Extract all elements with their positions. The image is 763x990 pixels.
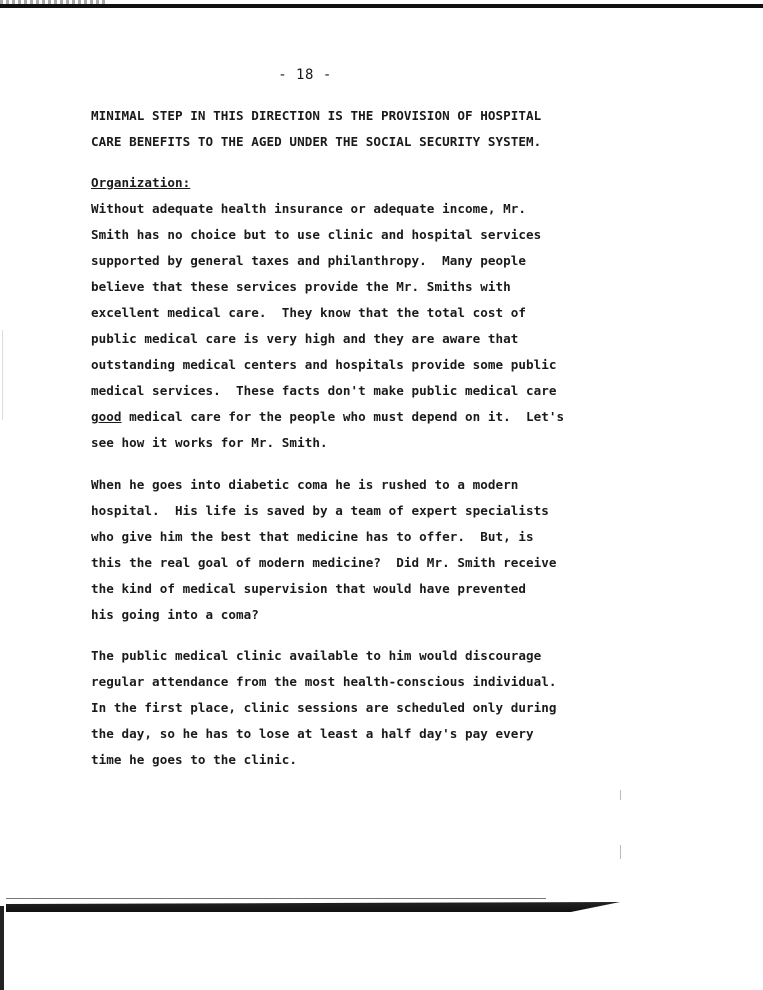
text-line: believe that these services provide the Mr. Smiths with [91, 279, 511, 294]
text-line: The public medical clinic available to him would discourage [91, 648, 542, 663]
bottom-border-rule [6, 902, 620, 912]
text-line: supported by general taxes and philanthropy. Many people [91, 253, 527, 268]
intro-text [91, 103, 611, 155]
text-line: see how it works for Mr. Smith. [91, 435, 328, 450]
text-line: excellent medical care. They know that the total cost of [91, 305, 527, 320]
emphasis-word: good [91, 409, 122, 424]
text-line [91, 404, 611, 430]
text-line: the day, so he has to lose at least a half day's pay every [91, 726, 534, 741]
page-number: - 18 - [278, 67, 332, 83]
scan-speck [620, 790, 621, 800]
section-heading-text: Organization: [91, 175, 191, 190]
text-line: In the first place, clinic sessions are scheduled only during [91, 700, 557, 715]
text-line: Without adequate health insurance or adequate income, Mr. [91, 201, 527, 216]
text-line: public medical care is very high and they are aware that [91, 331, 519, 346]
text-line: who give him the best that medicine has to offer. But, is [91, 529, 534, 544]
text-line: hospital. His life is saved by a team of expert specialists [91, 503, 549, 518]
text-line: outstanding medical centers and hospitals provide some public [91, 357, 557, 372]
text-line: this the real goal of modern medicine? Did Mr. Smith receive [91, 555, 557, 570]
paragraph [91, 472, 611, 628]
scan-speck [2, 330, 3, 420]
paragraph [91, 643, 611, 773]
top-border-rule [0, 4, 763, 8]
text-line: Smith has no choice but to use clinic and hospital services [91, 227, 542, 242]
section-heading [91, 170, 611, 196]
bottom-thin-rule [6, 898, 546, 899]
text-line: When he goes into diabetic coma he is rushed to a modern [91, 477, 519, 492]
scan-speck [620, 845, 621, 859]
text-line: MINIMAL STEP IN THIS DIRECTION IS THE PROVISION OF HOSPITAL [91, 108, 542, 123]
text-line: the kind of medical supervision that would have prevented [91, 581, 527, 596]
text-line: his going into a coma? [91, 607, 259, 622]
text-line: time he goes to the clinic. [91, 752, 298, 767]
left-border-edge [0, 906, 4, 990]
text-line: medical services. These facts don't make public medical care [91, 383, 557, 398]
text-line: CARE BENEFITS TO THE AGED UNDER THE SOCIAL SECURITY SYSTEM. [91, 134, 542, 149]
text-line: regular attendance from the most health-conscious individual. [91, 674, 557, 689]
paragraph [91, 196, 611, 456]
text-line-rest: medical care for the people who must depend on it. Let's [121, 409, 565, 424]
